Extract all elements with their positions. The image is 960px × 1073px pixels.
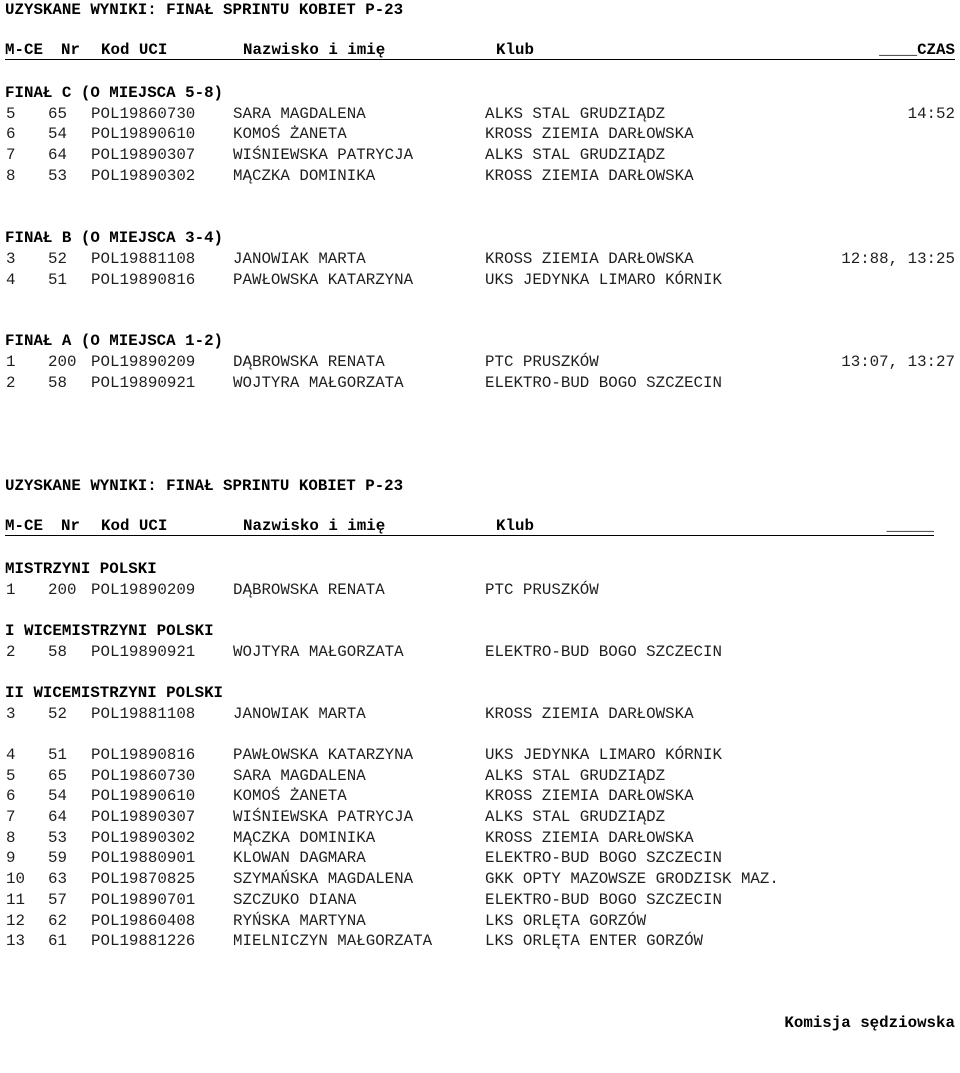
group-title: FINAŁ B (O MIEJSCA 3-4) — [5, 229, 224, 247]
table-row: 1 200 POL19890209 DĄBROWSKA RENATA PTC PRUSZKÓW 13:07, 13:27 — [6, 353, 955, 371]
col-uci: Kod UCI — [101, 41, 168, 59]
table-row: 2 58 POL19890921 WOJTYRA MAŁGORZATA ELEKTRO-BUD BOGO SZCZECIN — [6, 374, 722, 392]
table-row: 8 53 POL19890302 MĄCZKA DOMINIKA KROSS ZIEMIA DARŁOWSKA — [6, 167, 694, 185]
col-place: M-CE — [5, 41, 43, 59]
signature-line — [0, 1013, 960, 1033]
table-row: 12 62 POL19860408 RYŃSKA MARTYNA LKS ORLĘTA GORZÓW — [6, 912, 647, 930]
section-2-column-header — [0, 516, 960, 536]
section-1-title: UZYSKANE WYNIKI: FINAŁ SPRINTU KOBIET P-23 — [5, 1, 404, 19]
table-row: 6 54 POL19890610 KOMOŚ ŻANETA KROSS ZIEMIA DARŁOWSKA — [6, 125, 694, 143]
table-row: 4 51 POL19890816 PAWŁOWSKA KATARZYNA UKS JEDYNKA LIMARO KÓRNIK — [6, 271, 722, 289]
col-club: Klub — [496, 41, 534, 59]
table-row: 3 52 POL19881108 JANOWIAK MARTA KROSS ZIEMIA DARŁOWSKA 12:88, 13:25 — [6, 250, 955, 268]
section-1-column-header — [0, 40, 960, 60]
table-row: 6 54 POL19890610 KOMOŚ ŻANETA KROSS ZIEMIA DARŁOWSKA — [6, 787, 694, 805]
col-time: _____ — [886, 517, 934, 535]
table-row: 7 64 POL19890307 WIŚNIEWSKA PATRYCJA ALKS STAL GRUDZIĄDZ — [6, 146, 666, 164]
group-title: MISTRZYNI POLSKI — [5, 560, 157, 578]
header-underline — [5, 59, 955, 60]
table-row: 9 59 POL19880901 KLOWAN DAGMARA ELEKTRO-BUD BOGO SZCZECIN — [6, 849, 722, 867]
table-row: 13 61 POL19881226 MIELNICZYN MAŁGORZATA LKS ORLĘTA ENTER GORZÓW — [6, 932, 704, 950]
table-row: 11 57 POL19890701 SZCZUKO DIANA ELEKTRO-BUD BOGO SZCZECIN — [6, 891, 722, 909]
section-2-title: UZYSKANE WYNIKI: FINAŁ SPRINTU KOBIET P-23 — [5, 477, 404, 495]
table-row: 3 52 POL19881108 JANOWIAK MARTA KROSS ZIEMIA DARŁOWSKA — [6, 705, 694, 723]
table-row: 1 200 POL19890209 DĄBROWSKA RENATA PTC PRUSZKÓW — [6, 581, 599, 599]
table-row: 5 65 POL19860730 SARA MAGDALENA ALKS STAL GRUDZIĄDZ 14:52 — [6, 105, 955, 123]
group-title: II WICEMISTRZYNI POLSKI — [5, 684, 224, 702]
group-title: FINAŁ A (O MIEJSCA 1-2) — [5, 332, 224, 350]
col-club: Klub — [496, 517, 534, 535]
col-time: ____CZAS — [879, 41, 955, 59]
table-row: 5 65 POL19860730 SARA MAGDALENA ALKS STAL GRUDZIĄDZ — [6, 767, 666, 785]
header-underline — [5, 535, 934, 536]
col-name: Nazwisko i imię — [243, 41, 386, 59]
judges-committee-label: Komisja sędziowska — [784, 1014, 955, 1032]
group-title: I WICEMISTRZYNI POLSKI — [5, 622, 214, 640]
col-name: Nazwisko i imię — [243, 517, 386, 535]
table-row: 4 51 POL19890816 PAWŁOWSKA KATARZYNA UKS JEDYNKA LIMARO KÓRNIK — [6, 746, 722, 764]
table-row: 2 58 POL19890921 WOJTYRA MAŁGORZATA ELEKTRO-BUD BOGO SZCZECIN — [6, 643, 722, 661]
col-nr: Nr — [61, 41, 80, 59]
table-row: 7 64 POL19890307 WIŚNIEWSKA PATRYCJA ALKS STAL GRUDZIĄDZ — [6, 808, 666, 826]
col-uci: Kod UCI — [101, 517, 168, 535]
col-nr: Nr — [61, 517, 80, 535]
col-place: M-CE — [5, 517, 43, 535]
group-title: FINAŁ C (O MIEJSCA 5-8) — [5, 84, 224, 102]
table-row: 10 63 POL19870825 SZYMAŃSKA MAGDALENA GKK OPTY MAZOWSZE GRODZISK MAZ. — [6, 870, 779, 888]
table-row: 8 53 POL19890302 MĄCZKA DOMINIKA KROSS ZIEMIA DARŁOWSKA — [6, 829, 694, 847]
